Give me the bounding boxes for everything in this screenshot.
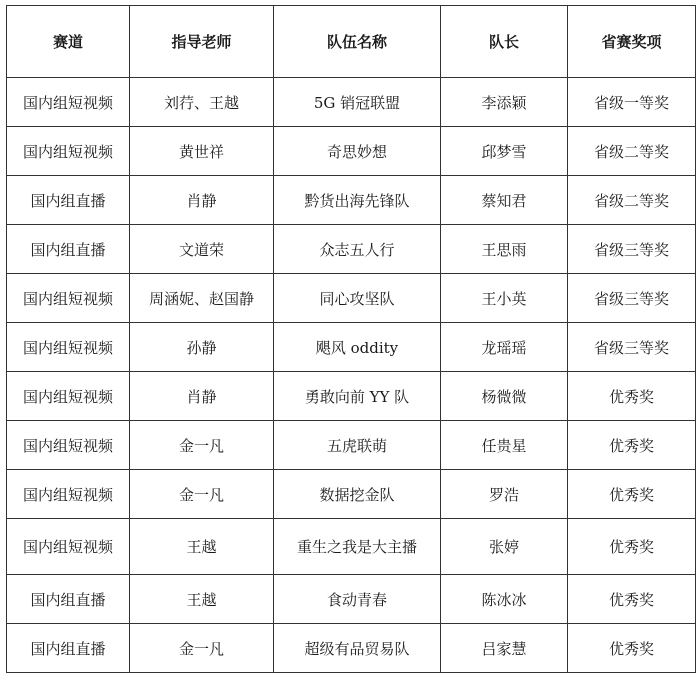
cell-award: 省级三等奖 (568, 274, 696, 323)
cell-team-name: 食动青春 (274, 575, 441, 624)
cell-team-name: 众志五人行 (274, 225, 441, 274)
cell-advisor: 黄世祥 (130, 127, 274, 176)
cell-captain: 蔡知君 (441, 176, 568, 225)
cell-captain: 任贵星 (441, 421, 568, 470)
cell-captain: 王思雨 (441, 225, 568, 274)
table-row (7, 323, 696, 372)
table-row (7, 372, 696, 421)
cell-award: 优秀奖 (568, 575, 696, 624)
cell-advisor: 王越 (130, 575, 274, 624)
cell-team-name: 五虎联萌 (274, 421, 441, 470)
cell-track: 国内组短视频 (7, 274, 130, 323)
cell-captain: 龙瑶瑶 (441, 323, 568, 372)
header-award: 省赛奖项 (568, 6, 696, 78)
table-row (7, 575, 696, 624)
table-row (7, 127, 696, 176)
cell-award: 省级二等奖 (568, 127, 696, 176)
cell-team-name: 奇思妙想 (274, 127, 441, 176)
cell-captain: 罗浩 (441, 470, 568, 519)
cell-award: 省级三等奖 (568, 323, 696, 372)
cell-track: 国内组短视频 (7, 78, 130, 127)
cell-advisor: 刘荇、王越 (130, 78, 274, 127)
cell-team-name: 黔货出海先锋队 (274, 176, 441, 225)
table-row (7, 519, 696, 575)
cell-track: 国内组短视频 (7, 470, 130, 519)
header-track: 赛道 (7, 6, 130, 78)
header-captain: 队长 (441, 6, 568, 78)
cell-track: 国内组短视频 (7, 127, 130, 176)
cell-team-name: 勇敢向前 YY 队 (274, 372, 441, 421)
cell-advisor: 金一凡 (130, 421, 274, 470)
cell-captain: 王小英 (441, 274, 568, 323)
cell-award: 优秀奖 (568, 421, 696, 470)
cell-captain: 张婷 (441, 519, 568, 575)
cell-advisor: 肖静 (130, 372, 274, 421)
cell-team-name: 重生之我是大主播 (274, 519, 441, 575)
header-advisor: 指导老师 (130, 6, 274, 78)
cell-track: 国内组短视频 (7, 323, 130, 372)
cell-track: 国内组直播 (7, 624, 130, 673)
cell-team-name: 同心攻坚队 (274, 274, 441, 323)
cell-advisor: 文道荣 (130, 225, 274, 274)
cell-award: 省级二等奖 (568, 176, 696, 225)
cell-award: 优秀奖 (568, 519, 696, 575)
cell-team-name: 飓风 oddity (274, 323, 441, 372)
table-row (7, 421, 696, 470)
cell-advisor: 王越 (130, 519, 274, 575)
cell-team-name: 数据挖金队 (274, 470, 441, 519)
cell-advisor: 孙静 (130, 323, 274, 372)
cell-track: 国内组直播 (7, 225, 130, 274)
table-row (7, 176, 696, 225)
cell-award: 省级三等奖 (568, 225, 696, 274)
cell-award: 优秀奖 (568, 624, 696, 673)
awards-table (6, 5, 696, 673)
cell-award: 优秀奖 (568, 470, 696, 519)
cell-advisor: 周涵妮、赵国静 (130, 274, 274, 323)
cell-captain: 吕家慧 (441, 624, 568, 673)
cell-track: 国内组短视频 (7, 372, 130, 421)
cell-advisor: 肖静 (130, 176, 274, 225)
cell-captain: 李添颖 (441, 78, 568, 127)
table-row (7, 624, 696, 673)
cell-team-name: 超级有品贸易队 (274, 624, 441, 673)
table-row (7, 225, 696, 274)
cell-track: 国内组短视频 (7, 421, 130, 470)
cell-track: 国内组直播 (7, 575, 130, 624)
cell-captain: 陈冰冰 (441, 575, 568, 624)
cell-advisor: 金一凡 (130, 624, 274, 673)
table-row (7, 78, 696, 127)
cell-team-name: 5G 销冠联盟 (274, 78, 441, 127)
cell-captain: 邱梦雪 (441, 127, 568, 176)
cell-track: 国内组短视频 (7, 519, 130, 575)
table-row (7, 274, 696, 323)
table-row (7, 470, 696, 519)
cell-track: 国内组直播 (7, 176, 130, 225)
cell-award: 省级一等奖 (568, 78, 696, 127)
header-team-name: 队伍名称 (274, 6, 441, 78)
header-row (7, 6, 696, 78)
cell-advisor: 金一凡 (130, 470, 274, 519)
cell-award: 优秀奖 (568, 372, 696, 421)
cell-captain: 杨微微 (441, 372, 568, 421)
